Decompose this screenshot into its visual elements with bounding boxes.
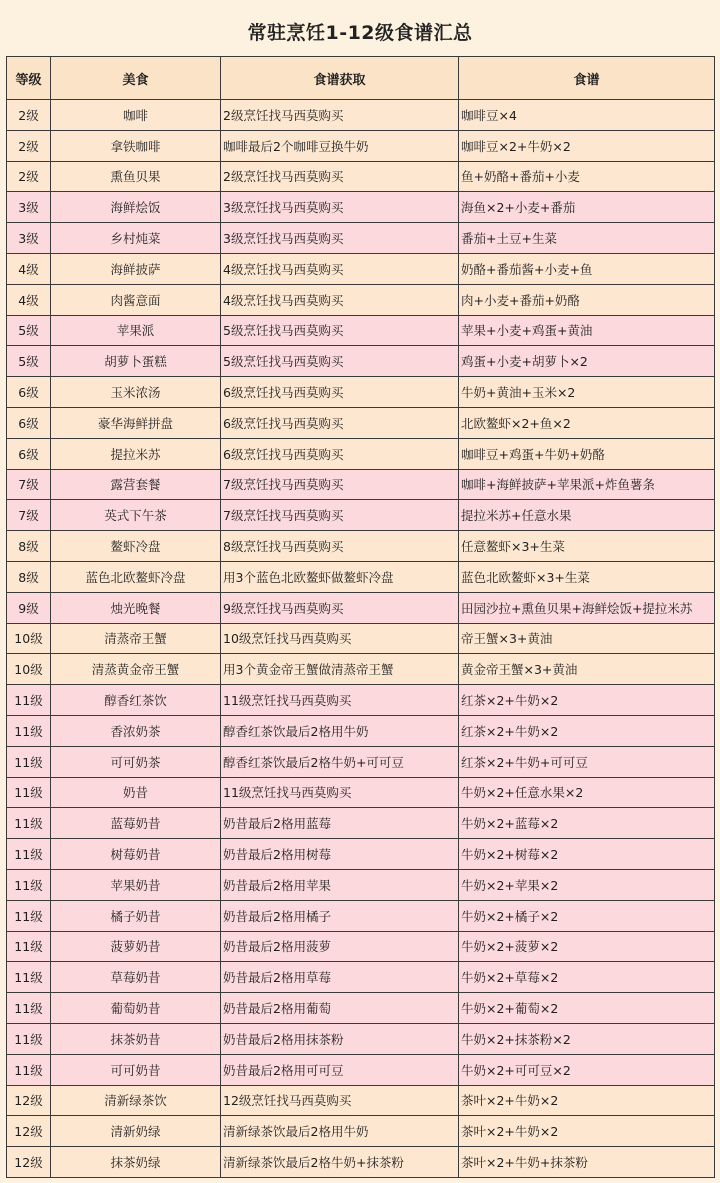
level-cell: 11级 <box>7 993 51 1024</box>
level-cell: 11级 <box>7 746 51 777</box>
header-acquire: 食谱获取 <box>221 57 459 100</box>
level-cell: 11级 <box>7 839 51 870</box>
food-cell: 可可奶昔 <box>51 1054 221 1085</box>
table-row <box>7 407 715 438</box>
food-cell: 提拉米苏 <box>51 438 221 469</box>
table-row <box>7 253 715 284</box>
recipe-cell: 提拉米苏+任意水果 <box>459 500 715 531</box>
acquire-cell: 7级烹饪找马西莫购买 <box>221 500 459 531</box>
food-cell: 橘子奶昔 <box>51 900 221 931</box>
acquire-cell: 2级烹饪找马西莫购买 <box>221 161 459 192</box>
acquire-cell: 9级烹饪找马西莫购买 <box>221 592 459 623</box>
acquire-cell: 醇香红茶饮最后2格用牛奶 <box>221 715 459 746</box>
table-body <box>7 100 715 1178</box>
recipe-cell: 牛奶×2+树莓×2 <box>459 839 715 870</box>
level-cell: 11级 <box>7 962 51 993</box>
acquire-cell: 11级烹饪找马西莫购买 <box>221 777 459 808</box>
acquire-cell: 奶昔最后2格用菠萝 <box>221 931 459 962</box>
recipe-cell: 红茶×2+牛奶+可可豆 <box>459 746 715 777</box>
recipe-cell: 茶叶×2+牛奶+抹茶粉 <box>459 1147 715 1178</box>
table-row <box>7 192 715 223</box>
recipe-cell: 番茄+土豆+生菜 <box>459 223 715 254</box>
food-cell: 露营套餐 <box>51 469 221 500</box>
food-cell: 菠萝奶昔 <box>51 931 221 962</box>
level-cell: 6级 <box>7 377 51 408</box>
recipe-cell: 苹果+小麦+鸡蛋+黄油 <box>459 315 715 346</box>
food-cell: 葡萄奶昔 <box>51 993 221 1024</box>
recipe-cell: 肉+小麦+番茄+奶酪 <box>459 284 715 315</box>
table-row <box>7 1023 715 1054</box>
level-cell: 6级 <box>7 438 51 469</box>
level-cell: 12级 <box>7 1147 51 1178</box>
level-cell: 11级 <box>7 685 51 716</box>
recipe-cell: 牛奶×2+菠萝×2 <box>459 931 715 962</box>
recipe-cell: 牛奶×2+抹茶粉×2 <box>459 1023 715 1054</box>
level-cell: 5级 <box>7 346 51 377</box>
table-row <box>7 962 715 993</box>
food-cell: 乡村炖菜 <box>51 223 221 254</box>
food-cell: 咖啡 <box>51 100 221 131</box>
level-cell: 7级 <box>7 500 51 531</box>
food-cell: 清蒸帝王蟹 <box>51 623 221 654</box>
level-cell: 9级 <box>7 592 51 623</box>
table-row <box>7 715 715 746</box>
acquire-cell: 6级烹饪找马西莫购买 <box>221 438 459 469</box>
food-cell: 香浓奶茶 <box>51 715 221 746</box>
table-row <box>7 161 715 192</box>
food-cell: 拿铁咖啡 <box>51 130 221 161</box>
table-row <box>7 592 715 623</box>
recipe-cell: 牛奶×2+橘子×2 <box>459 900 715 931</box>
acquire-cell: 奶昔最后2格用橘子 <box>221 900 459 931</box>
recipe-cell: 牛奶×2+任意水果×2 <box>459 777 715 808</box>
food-cell: 清新奶绿 <box>51 1116 221 1147</box>
recipe-cell: 咖啡豆+鸡蛋+牛奶+奶酪 <box>459 438 715 469</box>
food-cell: 抹茶奶昔 <box>51 1023 221 1054</box>
recipe-cell: 蓝色北欧鳌虾×3+生菜 <box>459 561 715 592</box>
recipe-cell: 红茶×2+牛奶×2 <box>459 685 715 716</box>
food-cell: 苹果奶昔 <box>51 869 221 900</box>
recipe-cell: 牛奶×2+苹果×2 <box>459 869 715 900</box>
level-cell: 2级 <box>7 130 51 161</box>
table-row <box>7 284 715 315</box>
level-cell: 11级 <box>7 1054 51 1085</box>
level-cell: 8级 <box>7 531 51 562</box>
header-food: 美食 <box>51 57 221 100</box>
acquire-cell: 3级烹饪找马西莫购买 <box>221 223 459 254</box>
recipe-cell: 牛奶×2+可可豆×2 <box>459 1054 715 1085</box>
table-row <box>7 993 715 1024</box>
table-row <box>7 623 715 654</box>
level-cell: 5级 <box>7 315 51 346</box>
food-cell: 海鲜披萨 <box>51 253 221 284</box>
recipe-cell: 海鱼×2+小麦+番茄 <box>459 192 715 223</box>
recipe-cell: 鱼+奶酪+番茄+小麦 <box>459 161 715 192</box>
table-row <box>7 900 715 931</box>
table-row <box>7 685 715 716</box>
table-row <box>7 100 715 131</box>
recipe-cell: 帝王蟹×3+黄油 <box>459 623 715 654</box>
table-row <box>7 869 715 900</box>
table-row <box>7 1085 715 1116</box>
acquire-cell: 8级烹饪找马西莫购买 <box>221 531 459 562</box>
recipe-table <box>6 56 715 1178</box>
level-cell: 11级 <box>7 931 51 962</box>
recipe-cell: 牛奶×2+草莓×2 <box>459 962 715 993</box>
food-cell: 奶昔 <box>51 777 221 808</box>
level-cell: 11级 <box>7 715 51 746</box>
level-cell: 4级 <box>7 284 51 315</box>
level-cell: 10级 <box>7 654 51 685</box>
food-cell: 蓝色北欧鳌虾冷盘 <box>51 561 221 592</box>
table-row <box>7 1116 715 1147</box>
level-cell: 11级 <box>7 1023 51 1054</box>
level-cell: 11级 <box>7 777 51 808</box>
table-row <box>7 839 715 870</box>
table-row <box>7 777 715 808</box>
food-cell: 玉米浓汤 <box>51 377 221 408</box>
level-cell: 12级 <box>7 1116 51 1147</box>
level-cell: 3级 <box>7 192 51 223</box>
recipe-cell: 田园沙拉+熏鱼贝果+海鲜烩饭+提拉米苏 <box>459 592 715 623</box>
level-cell: 6级 <box>7 407 51 438</box>
table-row <box>7 1054 715 1085</box>
level-cell: 3级 <box>7 223 51 254</box>
level-cell: 2级 <box>7 100 51 131</box>
table-row <box>7 377 715 408</box>
acquire-cell: 用3个蓝色北欧鳌虾做鳌虾冷盘 <box>221 561 459 592</box>
acquire-cell: 醇香红茶饮最后2格牛奶+可可豆 <box>221 746 459 777</box>
acquire-cell: 奶昔最后2格用苹果 <box>221 869 459 900</box>
acquire-cell: 奶昔最后2格用抹茶粉 <box>221 1023 459 1054</box>
table-row <box>7 315 715 346</box>
level-cell: 2级 <box>7 161 51 192</box>
table-row <box>7 469 715 500</box>
acquire-cell: 5级烹饪找马西莫购买 <box>221 315 459 346</box>
recipe-cell: 牛奶×2+蓝莓×2 <box>459 808 715 839</box>
recipe-cell: 茶叶×2+牛奶×2 <box>459 1116 715 1147</box>
food-cell: 蓝莓奶昔 <box>51 808 221 839</box>
table-row <box>7 808 715 839</box>
food-cell: 抹茶奶绿 <box>51 1147 221 1178</box>
header-recipe: 食谱 <box>459 57 715 100</box>
acquire-cell: 用3个黄金帝王蟹做清蒸帝王蟹 <box>221 654 459 685</box>
acquire-cell: 奶昔最后2格用树莓 <box>221 839 459 870</box>
food-cell: 清蒸黄金帝王蟹 <box>51 654 221 685</box>
acquire-cell: 4级烹饪找马西莫购买 <box>221 284 459 315</box>
table-row <box>7 500 715 531</box>
acquire-cell: 咖啡最后2个咖啡豆换牛奶 <box>221 130 459 161</box>
food-cell: 肉酱意面 <box>51 284 221 315</box>
food-cell: 苹果派 <box>51 315 221 346</box>
recipe-cell: 咖啡豆×4 <box>459 100 715 131</box>
acquire-cell: 6级烹饪找马西莫购买 <box>221 377 459 408</box>
recipe-cell: 北欧鳌虾×2+鱼×2 <box>459 407 715 438</box>
acquire-cell: 10级烹饪找马西莫购买 <box>221 623 459 654</box>
header-level: 等级 <box>7 57 51 100</box>
recipe-cell: 牛奶×2+葡萄×2 <box>459 993 715 1024</box>
recipe-cell: 奶酪+番茄酱+小麦+鱼 <box>459 253 715 284</box>
level-cell: 11级 <box>7 869 51 900</box>
acquire-cell: 11级烹饪找马西莫购买 <box>221 685 459 716</box>
food-cell: 树莓奶昔 <box>51 839 221 870</box>
acquire-cell: 7级烹饪找马西莫购买 <box>221 469 459 500</box>
table-row <box>7 346 715 377</box>
table-row <box>7 223 715 254</box>
food-cell: 胡萝卜蛋糕 <box>51 346 221 377</box>
acquire-cell: 奶昔最后2格用蓝莓 <box>221 808 459 839</box>
table-row <box>7 931 715 962</box>
page-title: 常驻烹饪1-12级食谱汇总 <box>247 21 473 44</box>
acquire-cell: 奶昔最后2格用可可豆 <box>221 1054 459 1085</box>
recipe-cell: 牛奶+黄油+玉米×2 <box>459 377 715 408</box>
recipe-cell: 咖啡豆×2+牛奶×2 <box>459 130 715 161</box>
food-cell: 鳌虾冷盘 <box>51 531 221 562</box>
acquire-cell: 清新绿茶饮最后2格牛奶+抹茶粉 <box>221 1147 459 1178</box>
table-row <box>7 654 715 685</box>
level-cell: 8级 <box>7 561 51 592</box>
acquire-cell: 2级烹饪找马西莫购买 <box>221 100 459 131</box>
food-cell: 豪华海鲜拼盘 <box>51 407 221 438</box>
header-row <box>7 57 715 100</box>
acquire-cell: 清新绿茶饮最后2格用牛奶 <box>221 1116 459 1147</box>
recipe-cell: 任意鳌虾×3+生菜 <box>459 531 715 562</box>
food-cell: 海鲜烩饭 <box>51 192 221 223</box>
acquire-cell: 4级烹饪找马西莫购买 <box>221 253 459 284</box>
level-cell: 4级 <box>7 253 51 284</box>
level-cell: 11级 <box>7 900 51 931</box>
acquire-cell: 奶昔最后2格用草莓 <box>221 962 459 993</box>
acquire-cell: 6级烹饪找马西莫购买 <box>221 407 459 438</box>
acquire-cell: 5级烹饪找马西莫购买 <box>221 346 459 377</box>
recipe-cell: 黄金帝王蟹×3+黄油 <box>459 654 715 685</box>
table-row <box>7 531 715 562</box>
food-cell: 草莓奶昔 <box>51 962 221 993</box>
food-cell: 可可奶茶 <box>51 746 221 777</box>
acquire-cell: 奶昔最后2格用葡萄 <box>221 993 459 1024</box>
table-row <box>7 130 715 161</box>
recipe-cell: 红茶×2+牛奶×2 <box>459 715 715 746</box>
food-cell: 熏鱼贝果 <box>51 161 221 192</box>
acquire-cell: 12级烹饪找马西莫购买 <box>221 1085 459 1116</box>
table-row <box>7 746 715 777</box>
food-cell: 醇香红茶饮 <box>51 685 221 716</box>
recipe-cell: 咖啡+海鲜披萨+苹果派+炸鱼薯条 <box>459 469 715 500</box>
food-cell: 烛光晚餐 <box>51 592 221 623</box>
table-row <box>7 1147 715 1178</box>
level-cell: 12级 <box>7 1085 51 1116</box>
table-row <box>7 438 715 469</box>
acquire-cell: 3级烹饪找马西莫购买 <box>221 192 459 223</box>
level-cell: 7级 <box>7 469 51 500</box>
food-cell: 英式下午茶 <box>51 500 221 531</box>
level-cell: 10级 <box>7 623 51 654</box>
recipe-cell: 鸡蛋+小麦+胡萝卜×2 <box>459 346 715 377</box>
level-cell: 11级 <box>7 808 51 839</box>
table-header <box>7 57 715 100</box>
recipe-cell: 茶叶×2+牛奶×2 <box>459 1085 715 1116</box>
food-cell: 清新绿茶饮 <box>51 1085 221 1116</box>
table-row <box>7 561 715 592</box>
